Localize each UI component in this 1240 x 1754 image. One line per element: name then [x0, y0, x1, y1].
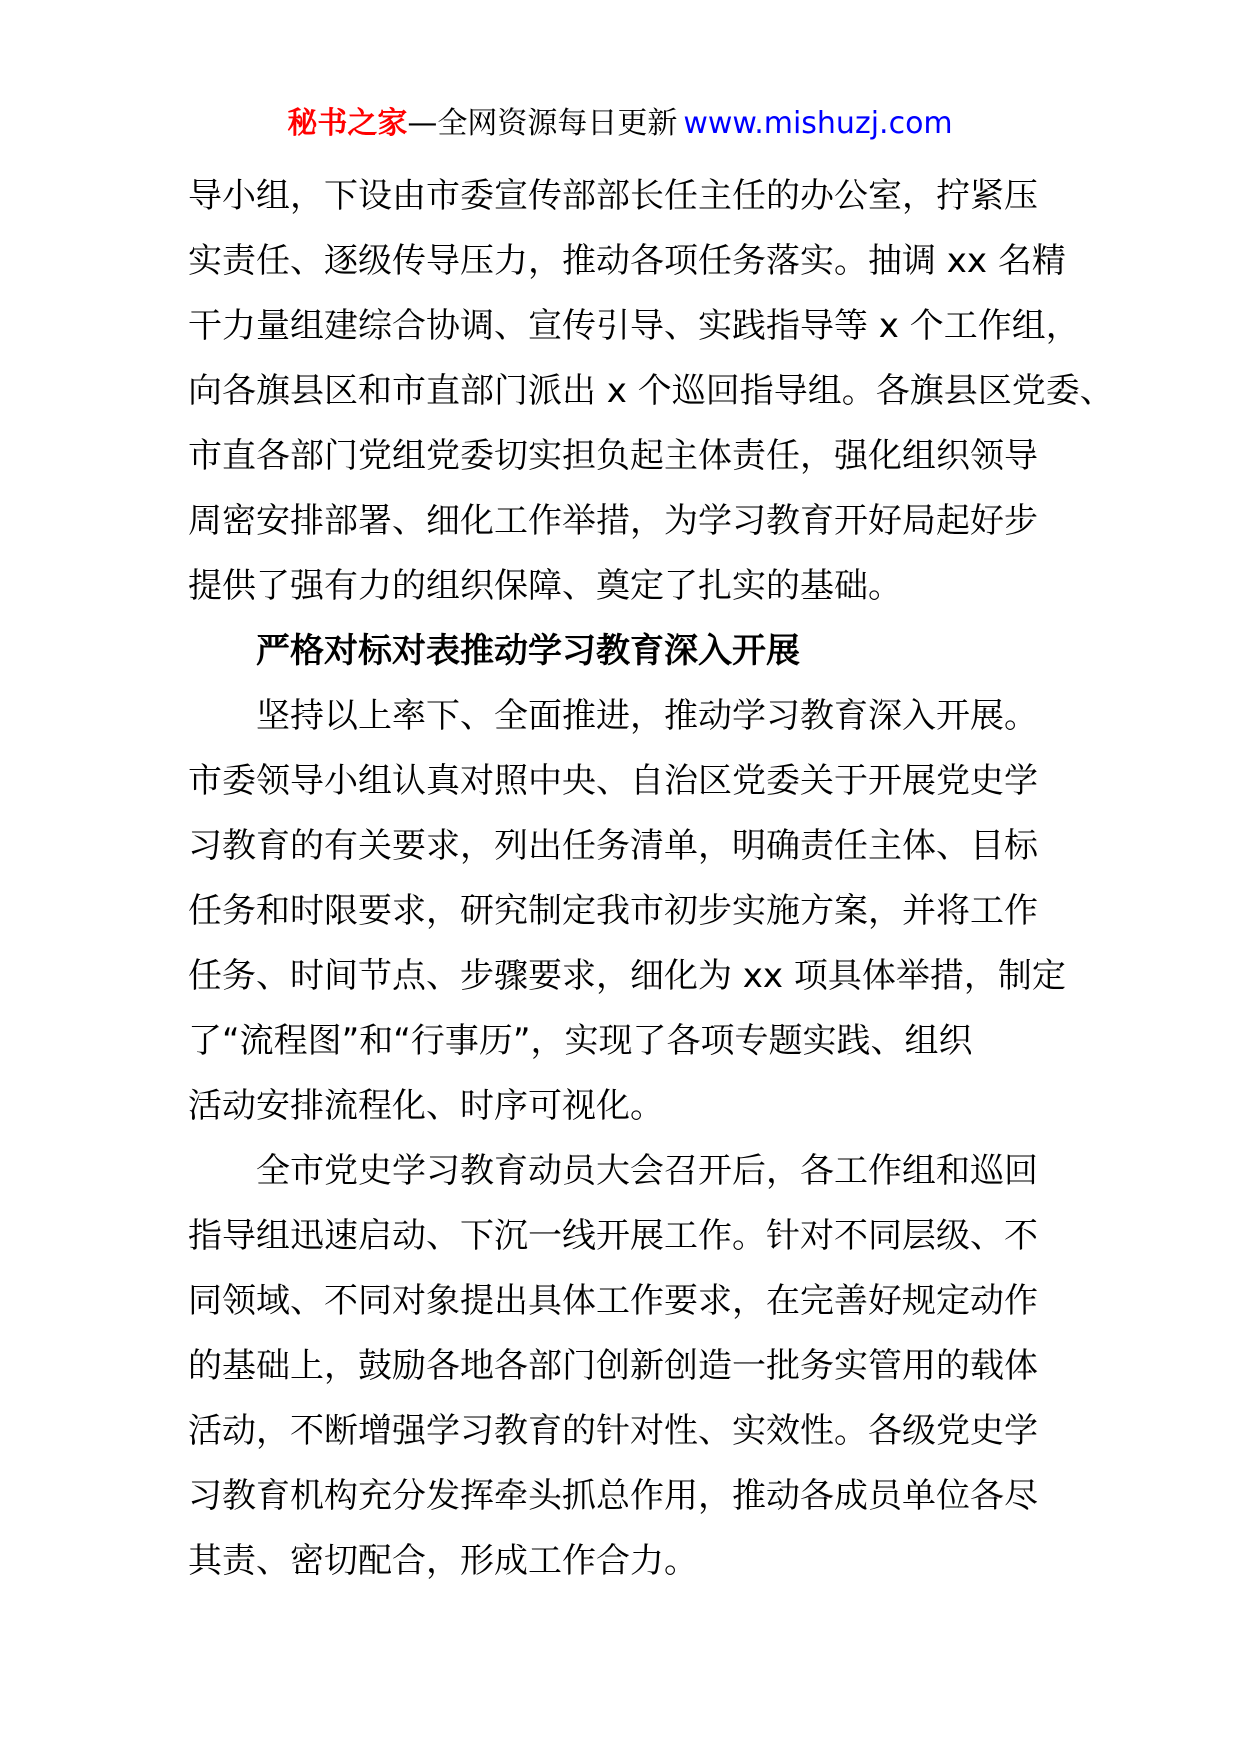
site-header — [0, 102, 1240, 146]
text-line: 其责、密切配合，形成工作合力。 — [188, 1541, 698, 1581]
section-heading — [188, 619, 1058, 684]
text-line: 实责任、逐级传导压力，推动各项任务落实。抽调 xx 名精 — [188, 241, 1066, 281]
text-line: 同领域、不同对象提出具体工作要求，在完善好规定动作 — [188, 1281, 1038, 1321]
text-line: 活动，不断增强学习教育的针对性、实效性。各级党史学 — [188, 1411, 1038, 1451]
site-brand: 秘书之家 — [287, 106, 408, 141]
heading-line: 严格对标对表推动学习教育深入开展 — [256, 631, 800, 671]
site-tagline: —全网资源每日更新 — [407, 106, 678, 141]
text-line: 活动安排流程化、时序可视化。 — [188, 1086, 664, 1126]
paragraph-1 — [188, 164, 1114, 619]
text-line: 坚持以上率下、全面推进，推动学习教育深入开展。 — [256, 696, 1038, 736]
paragraph-2 — [188, 684, 1066, 1139]
text-line: 市委领导小组认真对照中央、自治区党委关于开展党史学 — [188, 761, 1038, 801]
site-url-link[interactable]: www.mishuzj.com — [683, 106, 953, 141]
text-line: 市直各部门党组党委切实担负起主体责任，强化组织领导 — [188, 436, 1038, 476]
text-line: 了“流程图”和“行事历”，实现了各项专题实践、组织 — [188, 1021, 973, 1061]
paragraph-3 — [188, 1139, 1058, 1594]
text-line: 指导组迅速启动、下沉一线开展工作。针对不同层级、不 — [188, 1216, 1038, 1256]
text-line: 导小组，下设由市委宣传部部长任主任的办公室，拧紧压 — [188, 176, 1038, 216]
text-line: 习教育的有关要求，列出任务清单，明确责任主体、目标 — [188, 826, 1038, 866]
text-line: 干力量组建综合协调、宣传引导、实践指导等 x 个工作组， — [188, 306, 1080, 346]
text-line: 周密安排部署、细化工作举措，为学习教育开好局起好步 — [188, 501, 1038, 541]
document-body — [188, 164, 1114, 1594]
text-line: 任务、时间节点、步骤要求，细化为 xx 项具体举措，制定 — [188, 956, 1066, 996]
text-line: 的基础上，鼓励各地各部门创新创造一批务实管用的载体 — [188, 1346, 1038, 1386]
text-line: 全市党史学习教育动员大会召开后，各工作组和巡回 — [256, 1151, 1038, 1191]
text-line: 提供了强有力的组织保障、奠定了扎实的基础。 — [188, 566, 902, 606]
text-line: 任务和时限要求，研究制定我市初步实施方案，并将工作 — [188, 891, 1038, 931]
text-line: 向各旗县区和市直部门派出 x 个巡回指导组。各旗县区党委、 — [188, 371, 1114, 411]
text-line: 习教育机构充分发挥牵头抓总作用，推动各成员单位各尽 — [188, 1476, 1038, 1516]
